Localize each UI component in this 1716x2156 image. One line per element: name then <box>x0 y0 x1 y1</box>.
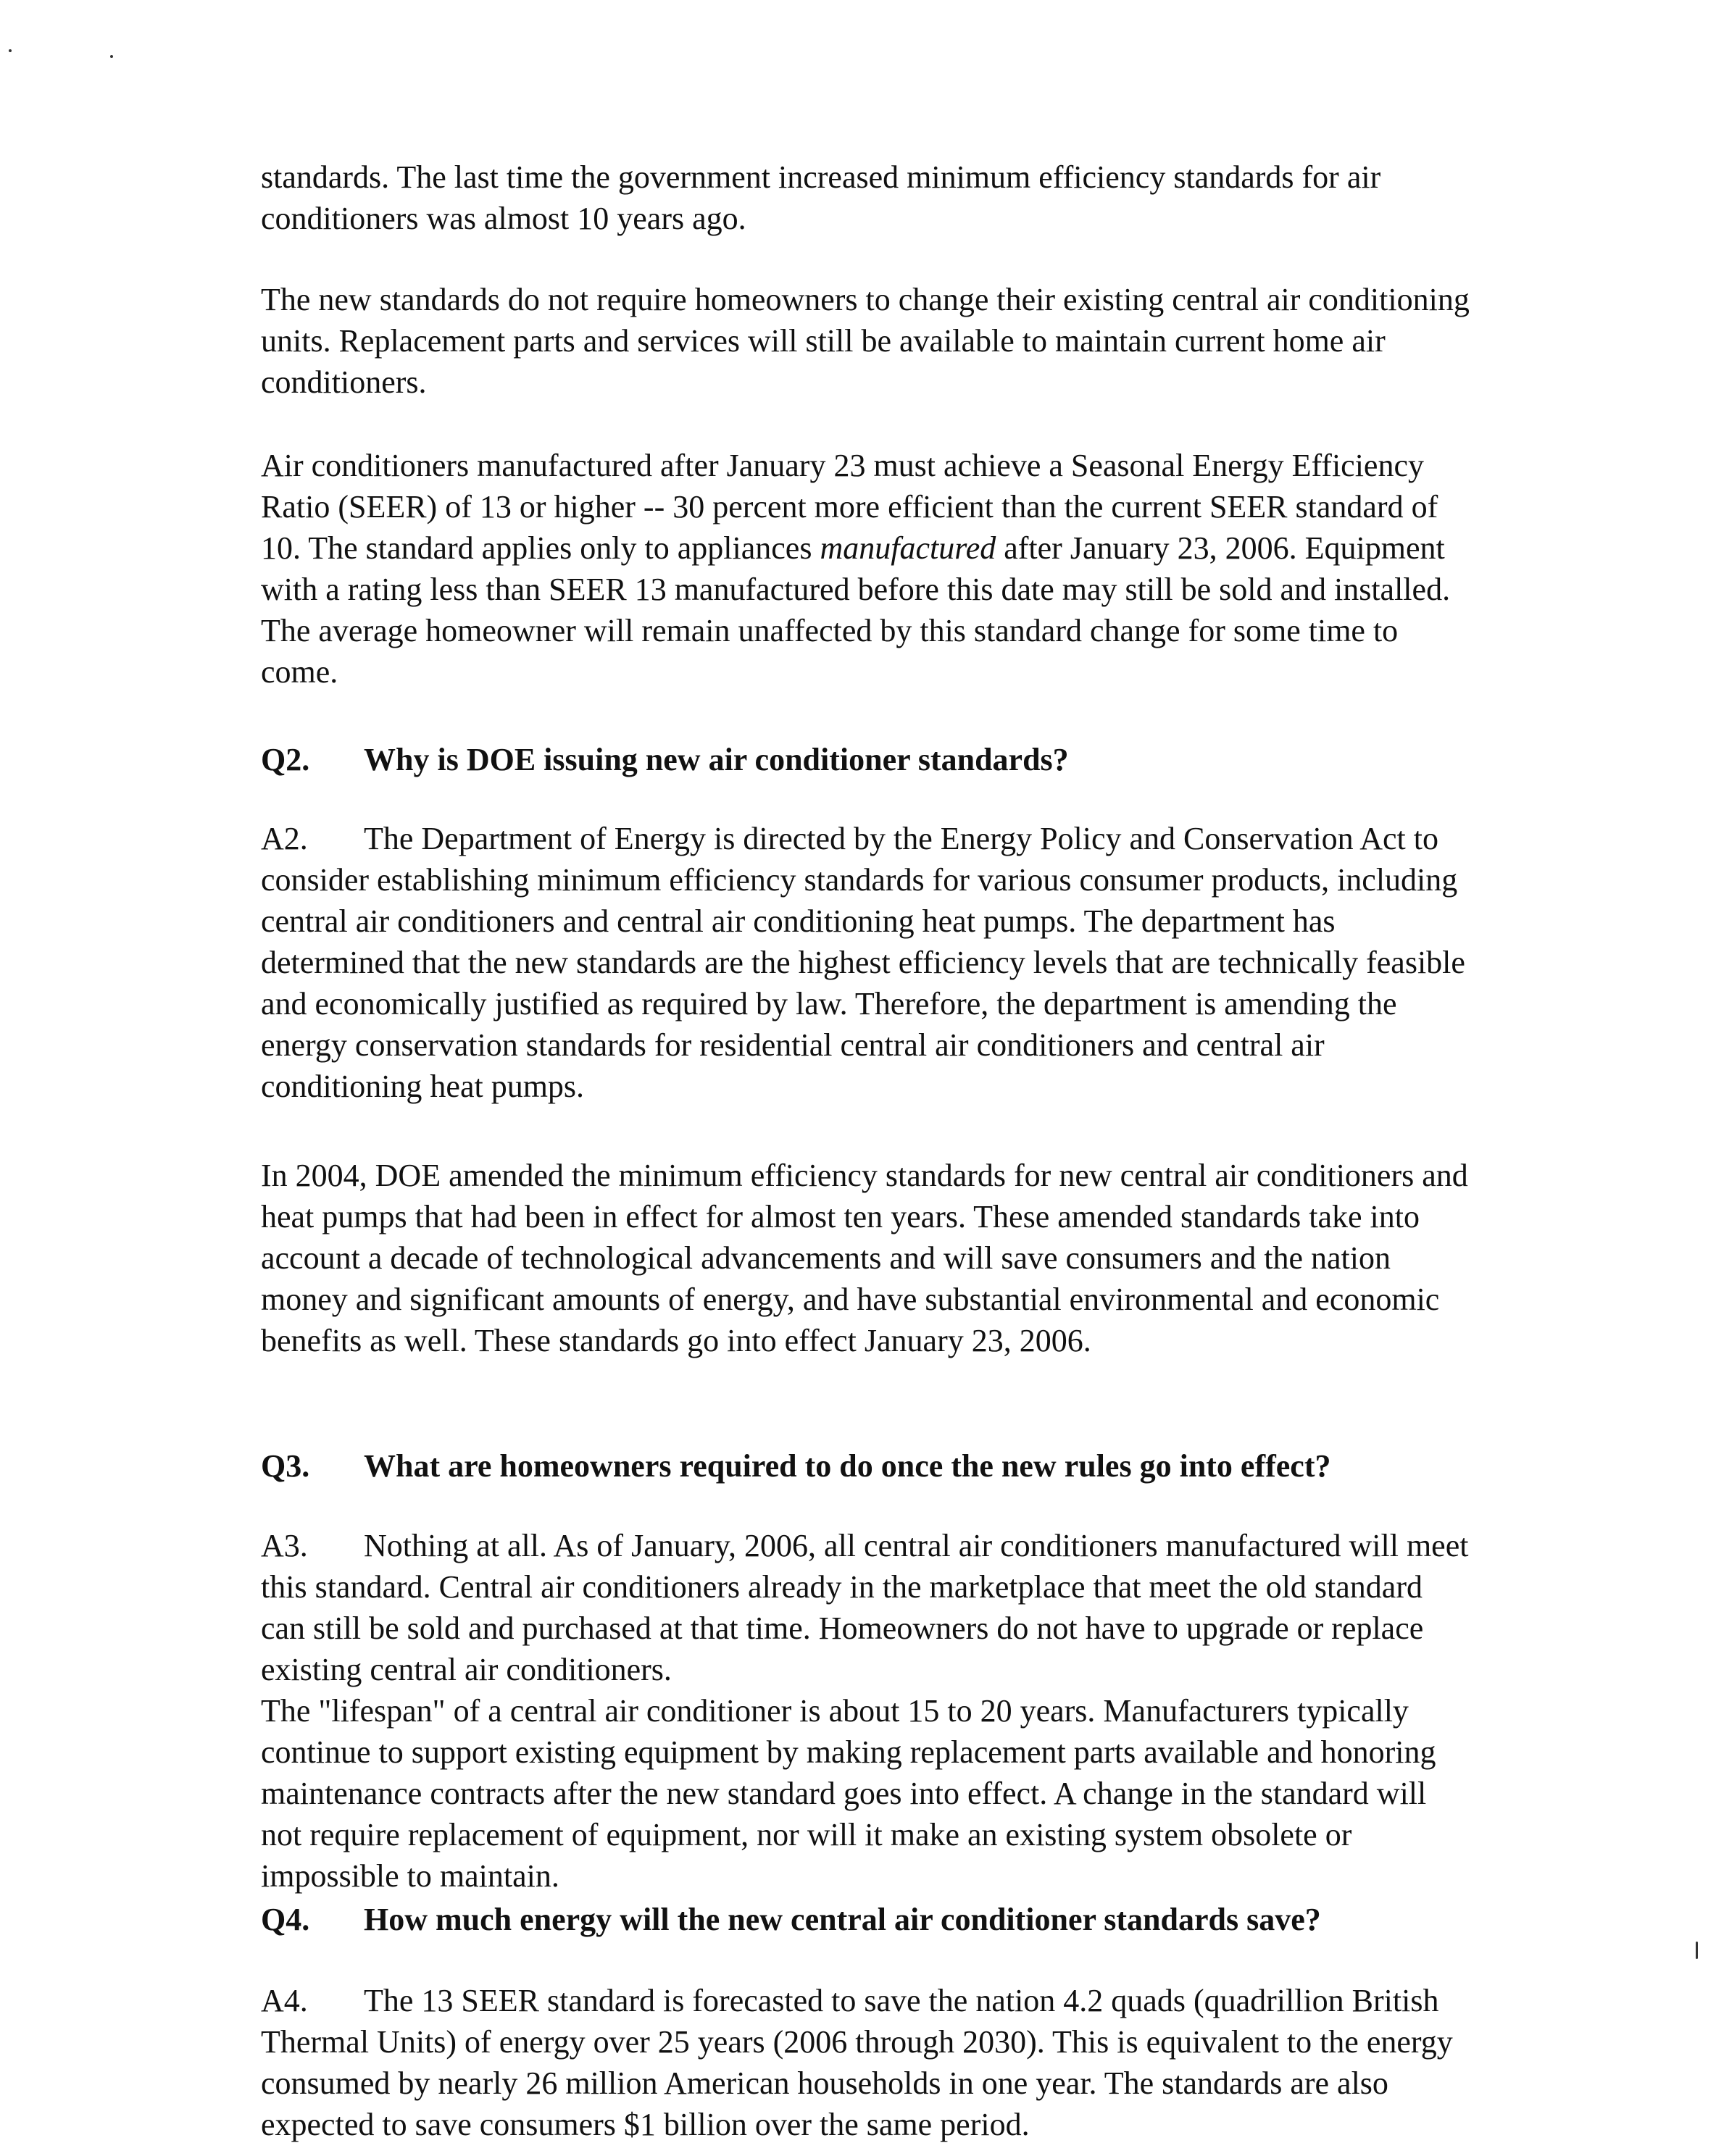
question-text: What are homeowners required to do once the new rules go into effect? <box>364 1448 1331 1484</box>
answer-text: The Department of Energy is directed by the Energy Policy and Conservation Act to <box>364 821 1439 856</box>
text-line: money and significant amounts of energy, and have substantial environmental and economic <box>261 1282 1440 1317</box>
text-line: The new standards do not require homeowners to change their existing central air conditioning <box>261 282 1470 317</box>
scan-speck <box>1696 1942 1698 1959</box>
text-line: conditioners was almost 10 years ago. <box>261 201 746 236</box>
answer-first-line <box>261 1525 1638 1566</box>
scan-speck <box>110 55 113 58</box>
answer-number: A2. <box>261 821 308 856</box>
text-segment: 10. The standard applies only to appliances <box>261 530 820 566</box>
text-line: consider establishing minimum efficiency standards for various consumer products, including <box>261 862 1458 898</box>
text-line: central air conditioners and central air conditioning heat pumps. The department has <box>261 903 1336 939</box>
text-line: continue to support existing equipment by making replacement parts available and honoring <box>261 1734 1436 1770</box>
text-line: Thermal Units) of energy over 25 years (2006 through 2030). This is equivalent to the energy <box>261 2024 1453 2060</box>
question-heading-q3 <box>261 1445 1638 1487</box>
text-line: and economically justified as required by law. Therefore, the department is amending the <box>261 986 1397 1021</box>
text-line <box>261 527 1638 569</box>
answer-number: A4. <box>261 1983 308 2018</box>
text-line: energy conservation standards for residential central air conditioners and central air <box>261 1027 1325 1063</box>
paragraph-no-change-required <box>261 279 1638 403</box>
text-line: not require replacement of equipment, nor will it make an existing system obsolete or <box>261 1817 1352 1852</box>
emphasis-text: manufactured <box>820 530 996 566</box>
text-line: can still be sold and purchased at that time. Homeowners do not have to upgrade or replace <box>261 1610 1424 1646</box>
question-line <box>261 1445 1638 1487</box>
question-heading-q2 <box>261 739 1638 780</box>
paragraph-intro-continued <box>261 156 1638 239</box>
text-line: existing central air conditioners. <box>261 1652 672 1687</box>
answer-text: Nothing at all. As of January, 2006, all central air conditioners manufactured will meet <box>364 1528 1469 1563</box>
answer-first-line <box>261 818 1638 859</box>
text-line: come. <box>261 654 338 690</box>
question-number: Q3. <box>261 1448 310 1484</box>
scan-speck <box>9 49 12 52</box>
answer-a4 <box>261 1980 1638 2145</box>
answer-text: The 13 SEER standard is forecasted to save the nation 4.2 quads (quadrillion British <box>364 1983 1439 2018</box>
text-line: The average homeowner will remain unaffected by this standard change for some time to <box>261 613 1399 648</box>
text-line: expected to save consumers $1 billion over the same period. <box>261 2107 1030 2142</box>
text-line: maintenance contracts after the new standard goes into effect. A change in the standard will <box>261 1776 1427 1811</box>
text-line: units. Replacement parts and services will still be available to maintain current home air <box>261 323 1386 359</box>
text-line: standards. The last time the government increased minimum efficiency standards for air <box>261 159 1381 195</box>
paragraph-seer-13 <box>261 445 1638 693</box>
text-line: benefits as well. These standards go into effect January 23, 2006. <box>261 1323 1091 1358</box>
answer-number: A3. <box>261 1528 308 1563</box>
question-number: Q2. <box>261 742 310 777</box>
answer-a3 <box>261 1525 1638 1897</box>
question-text: How much energy will the new central air conditioner standards save? <box>364 1902 1321 1937</box>
text-line: account a decade of technological advancements and will save consumers and the nation <box>261 1240 1391 1276</box>
question-heading-q4 <box>261 1899 1638 1940</box>
text-line: Air conditioners manufactured after January 23 must achieve a Seasonal Energy Efficiency <box>261 448 1424 483</box>
question-text: Why is DOE issuing new air conditioner standards? <box>364 742 1069 777</box>
paragraph-2004-amendment <box>261 1155 1638 1361</box>
question-number: Q4. <box>261 1902 310 1937</box>
answer-a2 <box>261 818 1638 1107</box>
text-segment: after January 23, 2006. Equipment <box>996 530 1445 566</box>
answer-first-line <box>261 1980 1638 2021</box>
text-line: heat pumps that had been in effect for almost ten years. These amended standards take into <box>261 1199 1420 1234</box>
question-line <box>261 1899 1638 1940</box>
text-line: Ratio (SEER) of 13 or higher -- 30 percent more efficient than the current SEER standard of <box>261 489 1438 525</box>
text-line: determined that the new standards are the highest efficiency levels that are technically feasible <box>261 945 1465 980</box>
text-line: with a rating less than SEER 13 manufactured before this date may still be sold and installed. <box>261 572 1451 607</box>
text-line: In 2004, DOE amended the minimum efficiency standards for new central air conditioners and <box>261 1158 1468 1193</box>
text-line: consumed by nearly 26 million American households in one year. The standards are also <box>261 2065 1388 2101</box>
text-line: this standard. Central air conditioners already in the marketplace that meet the old standard <box>261 1569 1423 1605</box>
question-line <box>261 739 1638 780</box>
text-line: conditioning heat pumps. <box>261 1069 585 1104</box>
text-line: impossible to maintain. <box>261 1858 559 1894</box>
text-line: The "lifespan" of a central air conditioner is about 15 to 20 years. Manufacturers typically <box>261 1693 1409 1729</box>
text-line: conditioners. <box>261 364 427 400</box>
